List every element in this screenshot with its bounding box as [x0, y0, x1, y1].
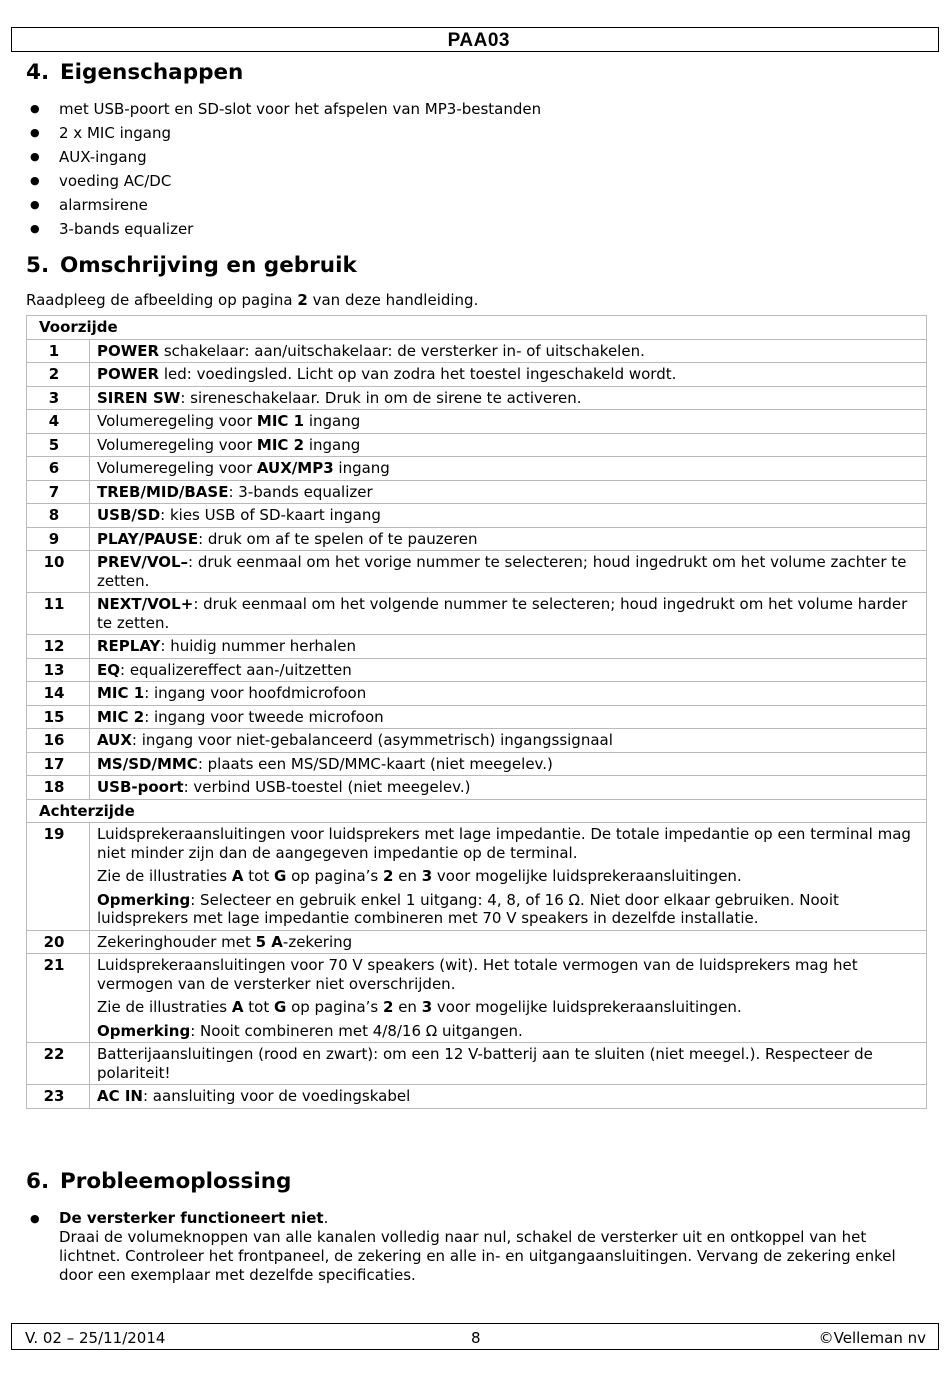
- section-6-heading: [26, 1169, 291, 1194]
- row-description: [90, 386, 927, 410]
- term: 3: [421, 867, 433, 885]
- text: op pagina’s: [286, 998, 383, 1016]
- row-number: 2: [27, 363, 90, 387]
- table-row: [27, 504, 927, 528]
- row-number: 4: [27, 410, 90, 434]
- row-description: [90, 363, 927, 387]
- term: MIC 1: [97, 684, 145, 702]
- row-description: [90, 729, 927, 753]
- term: NEXT/VOL+: [97, 595, 194, 613]
- row-number: 12: [27, 635, 90, 659]
- table-row: [27, 480, 927, 504]
- bullet-icon: ●: [30, 198, 40, 211]
- row-description: [90, 823, 927, 931]
- term: PLAY/PAUSE: [97, 529, 199, 548]
- table-row: [27, 593, 927, 635]
- table-row: [27, 776, 927, 800]
- text: : Nooit combineren met 4/8/16 Ω uitgangen.: [190, 1021, 523, 1040]
- paragraph: Luidsprekeraansluitingen voor luidsprekers met lage impedantie. De totale impedantie op een terminal mag niet minder zijn dan de aangegeven impedantie op de terminal.: [97, 825, 911, 862]
- table-row: [27, 433, 927, 457]
- row-description: [90, 410, 927, 434]
- row-description: [90, 457, 927, 481]
- table-row: [27, 658, 927, 682]
- text: voor mogelijke luidsprekeraansluitingen.: [432, 867, 742, 885]
- bullet-icon: ●: [30, 222, 40, 235]
- table-row: [27, 1085, 927, 1109]
- term: REPLAY: [97, 637, 161, 655]
- row-number: 20: [27, 930, 90, 954]
- page-footer: [11, 1323, 939, 1350]
- term: G: [273, 867, 287, 885]
- table-row: [27, 705, 927, 729]
- term: Opmerking: [97, 890, 191, 909]
- row-description: [90, 1085, 927, 1109]
- row-description: [90, 635, 927, 659]
- row-number: 5: [27, 433, 90, 457]
- text: : 3-bands equalizer: [228, 482, 373, 501]
- row-number: 10: [27, 551, 90, 593]
- term: G: [273, 998, 287, 1016]
- list-item-text: 2 x MIC ingang: [59, 124, 171, 142]
- list-item-text: met USB-poort en SD-slot voor het afspelen van MP3-bestanden: [59, 100, 542, 118]
- text: : druk om af te spelen of te pauzeren: [198, 529, 478, 548]
- table-row: [27, 682, 927, 706]
- text: tot: [243, 867, 274, 885]
- paragraph: Luidsprekeraansluitingen voor 70 V speakers (wit). Het totale vermogen van de luidsprekers mag het vermogen van de versterker niet overschrijden.: [97, 956, 858, 993]
- list-item: [26, 193, 541, 217]
- text: Raadpleeg de afbeelding op pagina: [26, 291, 298, 309]
- section-row: [27, 316, 927, 340]
- features-list: [26, 97, 541, 241]
- term: Opmerking: [97, 1021, 191, 1040]
- term: 3: [421, 998, 433, 1016]
- list-item: [26, 145, 541, 169]
- text: op pagina’s: [286, 867, 383, 885]
- row-description: [90, 954, 927, 1043]
- list-item: [26, 169, 541, 193]
- troubleshooting-list: [26, 1209, 916, 1285]
- row-description: [90, 682, 927, 706]
- section-number: 6.: [26, 1169, 50, 1194]
- table-row: [27, 410, 927, 434]
- back-label: Achterzijde: [27, 799, 927, 823]
- section-4-heading: [26, 60, 243, 85]
- term: 5 A: [255, 932, 283, 951]
- text: voor mogelijke luidsprekeraansluitingen.: [432, 998, 742, 1016]
- row-number: 19: [27, 823, 90, 931]
- list-item: [26, 97, 541, 121]
- row-description: [90, 504, 927, 528]
- row-number: 22: [27, 1043, 90, 1085]
- row-description: [90, 593, 927, 635]
- term: EQ: [97, 660, 120, 679]
- section-5-heading: [26, 253, 357, 278]
- section-title: Eigenschappen: [60, 60, 244, 85]
- term: AUX/MP3: [256, 459, 334, 477]
- term: USB-poort: [97, 778, 184, 796]
- table-row: [27, 386, 927, 410]
- row-number: 23: [27, 1085, 90, 1109]
- bullet-icon: ●: [30, 102, 40, 115]
- problem-title: De versterker functioneert niet: [59, 1209, 324, 1227]
- row-number: 9: [27, 527, 90, 551]
- bullet-icon: ●: [30, 150, 40, 163]
- section-number: 4.: [26, 60, 50, 85]
- term: MIC 1: [256, 412, 305, 430]
- term: MIC 2: [97, 707, 145, 726]
- paragraph: [97, 891, 920, 928]
- row-description: [90, 705, 927, 729]
- text: Zie de illustraties: [97, 867, 232, 885]
- table-row: [27, 752, 927, 776]
- text: Zekeringhouder met: [97, 932, 256, 951]
- list-item-text: AUX-ingang: [59, 148, 147, 166]
- row-description: Batterijaansluitingen (rood en zwart): om een 12 V-batterij aan te sluiten (niet meegel.). Respecteer de polariteit!: [90, 1043, 927, 1085]
- term: AUX: [97, 731, 132, 749]
- term: MIC 2: [256, 435, 305, 454]
- text: : kies USB of SD-kaart ingang: [160, 506, 381, 524]
- text: : ingang voor niet-gebalanceerd (asymmetrisch) ingangssignaal: [131, 731, 613, 749]
- term: A: [231, 998, 244, 1016]
- text: -zekering: [282, 932, 353, 951]
- table-row: [27, 339, 927, 363]
- list-item-text: alarmsirene: [59, 196, 148, 214]
- text: Volumeregeling voor: [97, 459, 257, 477]
- text: ingang: [304, 435, 361, 454]
- page-header: [11, 27, 939, 52]
- term: AC IN: [97, 1087, 143, 1105]
- row-number: 17: [27, 752, 90, 776]
- term: 2: [382, 998, 394, 1016]
- paragraph: [97, 867, 920, 886]
- row-description: [90, 527, 927, 551]
- term: SIREN SW: [97, 388, 181, 407]
- text: : ingang voor tweede microfoon: [144, 707, 384, 726]
- term: PREV/VOL–: [97, 553, 189, 571]
- text: en: [393, 867, 422, 885]
- text: tot: [243, 998, 274, 1016]
- row-description: [90, 339, 927, 363]
- row-number: 11: [27, 593, 90, 635]
- text: van deze handleiding.: [307, 291, 479, 309]
- row-number: 13: [27, 658, 90, 682]
- table-row: [27, 954, 927, 1043]
- table-row: [27, 527, 927, 551]
- row-description: [90, 776, 927, 800]
- footer-version: V. 02 – 25/11/2014: [25, 1329, 166, 1347]
- table-row: [27, 823, 927, 931]
- row-number: 15: [27, 705, 90, 729]
- text: schakelaar: aan/uitschakelaar: de versterker in- of uitschakelen.: [159, 341, 645, 360]
- text: : Selecteer en gebruik enkel 1 uitgang: 4, 8, of 16 Ω. Niet door elkaar gebruiken. Nooit luidsprekers met lage impedantie combineren met 70 V speakers in dezelfde installatie.: [97, 890, 839, 927]
- text: .: [323, 1209, 329, 1227]
- text: : ingang voor hoofdmicrofoon: [144, 684, 367, 702]
- table-row: [27, 363, 927, 387]
- section-title: Probleemoplossing: [60, 1169, 292, 1194]
- row-number: 8: [27, 504, 90, 528]
- section-title: Omschrijving en gebruik: [60, 253, 357, 278]
- term: A: [231, 867, 244, 885]
- text: : equalizereffect aan-/uitzetten: [120, 660, 352, 679]
- row-description: [90, 480, 927, 504]
- intro-text: [26, 291, 478, 309]
- text: Zie de illustraties: [97, 998, 232, 1016]
- term: TREB/MID/BASE: [97, 482, 229, 501]
- table-row: [27, 551, 927, 593]
- list-item: [26, 121, 541, 145]
- paragraph: [97, 998, 920, 1017]
- text: : aansluiting voor de voedingskabel: [142, 1087, 411, 1105]
- text: : verbind USB-toestel (niet meegelev.): [183, 778, 471, 796]
- table-row: [27, 1043, 927, 1085]
- parts-table: [26, 315, 927, 1109]
- table-row: [27, 729, 927, 753]
- section-number: 5.: [26, 253, 50, 278]
- row-description: [90, 658, 927, 682]
- text-bold: 2: [297, 291, 308, 309]
- bullet-icon: ●: [30, 1212, 40, 1225]
- text: : druk eenmaal om het vorige nummer te selecteren; houd ingedrukt om het volume zachter te zetten.: [97, 553, 907, 590]
- text: Volumeregeling voor: [97, 412, 257, 430]
- text: led: voedingsled. Licht op van zodra het toestel ingeschakeld wordt.: [159, 365, 677, 383]
- text: : huidig nummer herhalen: [160, 637, 357, 655]
- row-description: [90, 930, 927, 954]
- term: MS/SD/MMC: [97, 754, 198, 773]
- term: USB/SD: [97, 506, 161, 524]
- list-item: [26, 217, 541, 241]
- bullet-icon: ●: [30, 126, 40, 139]
- term: POWER: [97, 341, 160, 360]
- table-row: [27, 930, 927, 954]
- text: ingang: [304, 412, 361, 430]
- text: Volumeregeling voor: [97, 435, 257, 454]
- row-number: 7: [27, 480, 90, 504]
- text: : sireneschakelaar. Druk in om de sirene te activeren.: [180, 388, 582, 407]
- row-description: [90, 433, 927, 457]
- list-item-text: 3-bands equalizer: [59, 220, 194, 238]
- term: 2: [382, 867, 394, 885]
- row-number: 18: [27, 776, 90, 800]
- text: : druk eenmaal om het volgende nummer te selecteren; houd ingedrukt om het volume harder te zetten.: [97, 595, 908, 632]
- term: POWER: [97, 365, 160, 383]
- text: ingang: [333, 459, 390, 477]
- list-item: [26, 1209, 916, 1285]
- bullet-icon: ●: [30, 174, 40, 187]
- row-description: [90, 551, 927, 593]
- row-number: 6: [27, 457, 90, 481]
- table-row: [27, 457, 927, 481]
- table-row: [27, 635, 927, 659]
- footer-copyright: ©Velleman nv: [818, 1329, 926, 1347]
- front-label: Voorzijde: [27, 316, 927, 340]
- list-item-text: voeding AC/DC: [59, 172, 172, 190]
- paragraph: [97, 1022, 920, 1041]
- row-number: 3: [27, 386, 90, 410]
- section-row: [27, 799, 927, 823]
- text: en: [393, 998, 422, 1016]
- text: : plaats een MS/SD/MMC-kaart (niet meegelev.): [197, 754, 553, 773]
- header-title: PAA03: [447, 30, 510, 51]
- row-description: [90, 752, 927, 776]
- row-number: 21: [27, 954, 90, 1043]
- row-number: 14: [27, 682, 90, 706]
- problem-solution: Draai de volumeknoppen van alle kanalen volledig naar nul, schakel de versterker uit en ontkoppel van het lichtnet. Controleer het frontpaneel, de zekering en alle in- en uitgangaansluitingen. Vervang de zekering enkel door een exemplaar met dezelfde specificaties.: [59, 1228, 896, 1284]
- row-number: 1: [27, 339, 90, 363]
- footer-page-number: 8: [471, 1329, 481, 1347]
- row-number: 16: [27, 729, 90, 753]
